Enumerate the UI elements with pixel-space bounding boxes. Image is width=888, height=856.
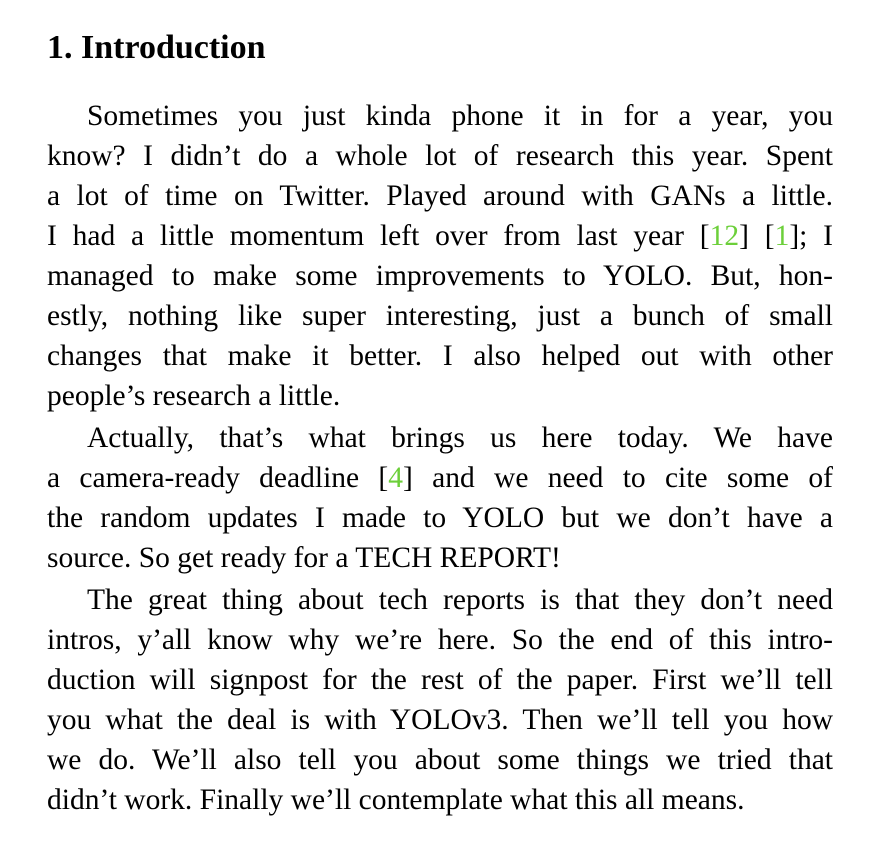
text-line: source. So get ready for a TECH REPORT!	[47, 542, 561, 574]
text-line: I had a little momentum left over from last year [12] [1]; I	[47, 220, 833, 252]
text-line: changes that make it better. I also helped out with other	[47, 340, 833, 372]
text-line: you what the deal is with YOLOv3. Then we’ll tell you how	[47, 704, 833, 736]
text-line: know? I didn’t do a whole lot of research this year. Spent	[47, 140, 833, 172]
text-line: Sometimes you just kinda phone it in for a year, you	[87, 100, 833, 132]
section-title: Introduction	[81, 29, 266, 66]
text-line: Actually, that’s what brings us here today. We have	[87, 422, 833, 454]
citation-link[interactable]: 4	[388, 462, 403, 494]
text-line: intros, y’all know why we’re here. So the end of this intro-	[47, 624, 833, 656]
section-number: 1.	[47, 29, 73, 66]
text-line: duction will signpost for the rest of the paper. First we’ll tell	[47, 664, 833, 696]
text-line: The great thing about tech reports is that they don’t need	[87, 584, 833, 616]
section-body	[47, 96, 833, 820]
text-line: managed to make some improvements to YOLO. But, hon-	[47, 260, 833, 292]
paragraph-3	[47, 580, 833, 820]
text-line: we do. We’ll also tell you about some things we tried that	[47, 744, 833, 776]
text-line: people’s research a little.	[47, 380, 341, 412]
paragraph-2	[47, 418, 833, 578]
text-line: didn’t work. Finally we’ll contemplate what this all means.	[47, 784, 745, 816]
text-line: the random updates I made to YOLO but we don’t have a	[47, 502, 833, 534]
paragraph-1	[47, 96, 833, 416]
text-line: a camera-ready deadline [4] and we need to cite some of	[47, 462, 833, 494]
text-line: a lot of time on Twitter. Played around with GANs a little.	[47, 180, 833, 212]
citation-link[interactable]: 1	[774, 220, 790, 252]
text-line: estly, nothing like super interesting, just a bunch of small	[47, 300, 833, 332]
section-heading	[47, 26, 266, 70]
citation-link[interactable]: 12	[709, 220, 740, 252]
